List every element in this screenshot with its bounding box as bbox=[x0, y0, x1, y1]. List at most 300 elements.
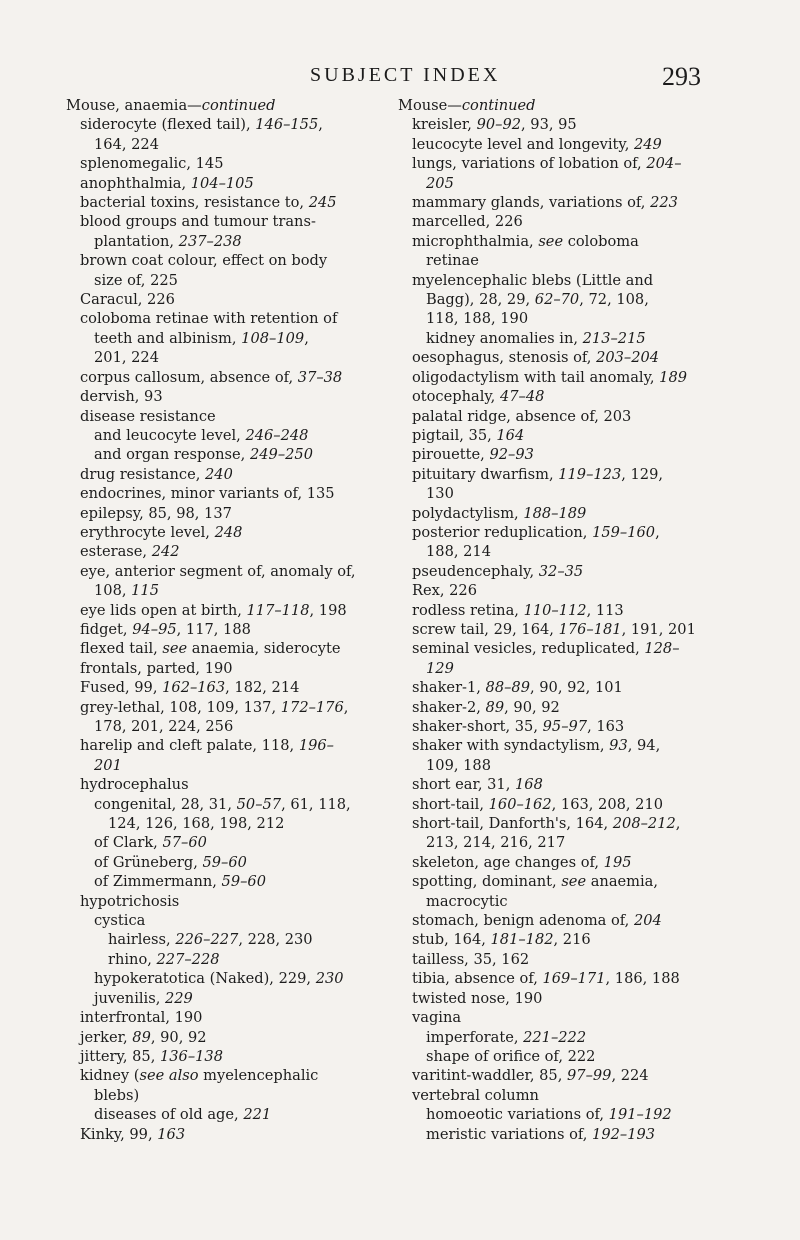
entry-text: screw tail, 29, 164, bbox=[412, 620, 559, 638]
entry-text: , 191, 201 bbox=[621, 620, 696, 638]
entry-text: hypokeratotica (Naked), 229, bbox=[94, 970, 316, 988]
entry-text: brown coat colour, effect on body bbox=[80, 252, 328, 270]
index-entry-line bbox=[66, 290, 386, 309]
italic-text: 221 bbox=[243, 1106, 272, 1124]
italic-text: 201 bbox=[94, 756, 122, 774]
entry-text: 164, 224 bbox=[94, 135, 159, 153]
italic-text: 205 bbox=[426, 174, 454, 192]
entry-text: esterase, bbox=[80, 543, 152, 561]
index-entry-line bbox=[66, 465, 386, 484]
entry-text: tibia, absence of, bbox=[412, 970, 543, 988]
entry-text: pseudencephaly, bbox=[412, 562, 539, 580]
entry-text: kidney ( bbox=[80, 1067, 140, 1085]
entry-text: drug resistance, bbox=[80, 465, 206, 483]
entry-text: skeleton, age changes of, bbox=[412, 853, 604, 871]
italic-text: 195 bbox=[603, 853, 632, 871]
entry-text: polydactylism, bbox=[412, 504, 524, 522]
entry-text: retinae bbox=[426, 252, 479, 270]
index-entry-line bbox=[398, 329, 723, 348]
entry-text: shaker-short, 35, bbox=[412, 718, 543, 735]
italic-text: 89 bbox=[132, 1028, 151, 1046]
index-entry-line bbox=[398, 698, 723, 717]
entry-text: , bbox=[343, 698, 349, 716]
entry-text: rodless retina, bbox=[412, 601, 524, 619]
italic-text: 237–238 bbox=[178, 232, 242, 250]
entry-text: cystica bbox=[94, 912, 146, 930]
index-entry-line bbox=[66, 756, 386, 775]
italic-text: 90–92 bbox=[476, 116, 522, 134]
italic-text: 108–109 bbox=[241, 329, 305, 347]
index-entry-line bbox=[398, 1008, 723, 1027]
entry-text: coloboma retinae with retention of bbox=[80, 310, 338, 328]
italic-text: 213–215 bbox=[582, 329, 646, 347]
index-entry-line bbox=[398, 309, 723, 328]
italic-text: 188–189 bbox=[523, 504, 587, 522]
running-title: SUBJECT INDEX bbox=[310, 64, 501, 86]
entry-text: anaemia, siderocyte bbox=[187, 640, 341, 658]
index-entry-line bbox=[398, 717, 723, 736]
entry-text: 108, bbox=[94, 582, 132, 600]
entry-text: microphthalmia, bbox=[412, 232, 539, 250]
entry-text: eye, anterior segment of, anomaly of, bbox=[80, 562, 356, 580]
entry-text: myelencephalic bbox=[198, 1067, 319, 1085]
index-entry-line bbox=[398, 911, 723, 930]
entry-text: , 90, 92, 101 bbox=[529, 679, 623, 697]
italic-text: 92–93 bbox=[489, 446, 534, 464]
index-entry-line bbox=[398, 969, 723, 988]
entry-text: shape of orifice of, 222 bbox=[426, 1047, 596, 1065]
italic-text: 172–176 bbox=[280, 698, 344, 716]
entry-text: stub, 164, bbox=[412, 931, 491, 949]
entry-text: shaker with syndactylism, bbox=[412, 737, 610, 755]
italic-text: 160–162 bbox=[488, 795, 552, 813]
index-entry-line bbox=[398, 620, 723, 639]
italic-text: 246–248 bbox=[245, 426, 309, 444]
entry-text: myelencephalic blebs (Little and bbox=[412, 271, 654, 289]
entry-text: of Clark, bbox=[94, 834, 163, 852]
entry-text: , bbox=[318, 116, 323, 134]
entry-text: endocrines, minor variants of, 135 bbox=[80, 485, 335, 503]
italic-text: 226–227 bbox=[175, 931, 239, 949]
index-entry-line bbox=[398, 989, 723, 1008]
italic-text: 208–212 bbox=[612, 815, 676, 833]
index-entry-line bbox=[66, 542, 386, 561]
italic-text: 227–228 bbox=[156, 950, 220, 968]
index-entry-line bbox=[66, 1028, 386, 1047]
entry-text: anophthalmia, bbox=[80, 174, 191, 192]
index-entry-line bbox=[66, 251, 386, 270]
entry-text: , 186, 188 bbox=[605, 970, 680, 988]
entry-text: juvenilis, bbox=[94, 989, 165, 1007]
entry-text: , bbox=[675, 815, 681, 833]
italic-text: 249–250 bbox=[249, 446, 313, 464]
italic-text: 57–60 bbox=[162, 834, 207, 852]
entry-text: , 90, 92 bbox=[150, 1028, 207, 1046]
entry-text: posterior reduplication, bbox=[412, 523, 593, 541]
entry-text: pigtail, 35, bbox=[412, 426, 497, 444]
index-entry-line bbox=[66, 484, 386, 503]
index-column-right bbox=[398, 96, 723, 1144]
entry-text: epilepsy, 85, 98, 137 bbox=[80, 504, 232, 522]
entry-text: Rex, 226 bbox=[412, 582, 477, 600]
italic-text: 169–171 bbox=[542, 970, 606, 988]
entry-text: harelip and cleft palate, 118, bbox=[80, 737, 299, 755]
entry-text: kreisler, bbox=[412, 116, 477, 134]
entry-text: macrocytic bbox=[426, 892, 508, 910]
index-entry-line bbox=[398, 795, 723, 814]
italic-text: 47–48 bbox=[499, 388, 545, 406]
entry-text: coloboma bbox=[563, 232, 639, 250]
index-entry-line bbox=[398, 1066, 723, 1085]
entry-text: 124, 126, 168, 198, 212 bbox=[108, 815, 285, 833]
index-entry-line bbox=[66, 368, 386, 387]
index-entry-line bbox=[66, 601, 386, 620]
entry-text: , 94, bbox=[627, 737, 661, 755]
entry-text: pituitary dwarfism, bbox=[412, 465, 559, 483]
page-number: 293 bbox=[662, 62, 701, 91]
index-heading bbox=[398, 96, 723, 115]
entry-text: twisted nose, 190 bbox=[412, 989, 543, 1007]
entry-text: Caracul, 226 bbox=[80, 291, 175, 309]
entry-text: bacterial toxins, resistance to, bbox=[80, 194, 309, 212]
index-entry-line bbox=[66, 950, 386, 969]
index-entry-line bbox=[66, 135, 386, 154]
index-entry-line bbox=[398, 1047, 723, 1066]
entry-text: , 216 bbox=[553, 931, 591, 949]
entry-text: hydrocephalus bbox=[80, 776, 189, 794]
index-entry-line bbox=[66, 620, 386, 639]
index-column-left bbox=[66, 96, 386, 1144]
entry-text: short-tail, Danforth's, 164, bbox=[412, 815, 613, 833]
index-entry-line bbox=[398, 290, 723, 309]
index-entry-line bbox=[66, 271, 386, 290]
index-entry-line bbox=[66, 678, 386, 697]
index-entry-line bbox=[66, 717, 386, 736]
entry-text: fidget, bbox=[80, 620, 133, 638]
index-entry-line bbox=[398, 445, 723, 464]
italic-text: 204– bbox=[646, 155, 682, 173]
entry-text: disease resistance bbox=[80, 407, 216, 425]
entry-text: diseases of old age, bbox=[94, 1106, 244, 1124]
index-entry-line bbox=[398, 659, 723, 678]
italic-text: 240 bbox=[205, 465, 233, 483]
italic-text: 189 bbox=[659, 368, 688, 386]
entry-text: kidney anomalies in, bbox=[426, 329, 583, 347]
entry-text: palatal ridge, absence of, 203 bbox=[412, 407, 632, 425]
entry-text: , 93, 95 bbox=[521, 116, 577, 134]
italic-text: 230 bbox=[315, 970, 344, 988]
entry-text: Mouse, anaemia— bbox=[66, 97, 202, 114]
entry-text: rhino, bbox=[108, 950, 157, 968]
entry-text: corpus callosum, absence of, bbox=[80, 368, 298, 386]
italic-text: 37–38 bbox=[297, 368, 343, 386]
italic-text: 104–105 bbox=[190, 174, 254, 192]
index-entry-line bbox=[66, 969, 386, 988]
index-entry-line bbox=[398, 465, 723, 484]
italic-text: 192–193 bbox=[592, 1125, 656, 1143]
index-entry-line bbox=[398, 872, 723, 891]
italic-text: 245 bbox=[308, 194, 337, 212]
entry-text: blood groups and tumour trans- bbox=[80, 213, 316, 231]
index-entry-line bbox=[398, 930, 723, 949]
index-entry-line bbox=[66, 989, 386, 1008]
italic-text: continued bbox=[461, 97, 536, 114]
index-entry-line bbox=[398, 426, 723, 445]
index-entry-line bbox=[398, 115, 723, 134]
entry-text: plantation, bbox=[94, 232, 179, 250]
italic-text: 159–160 bbox=[592, 523, 656, 541]
entry-text: stomach, benign adenoma of, bbox=[412, 912, 634, 930]
index-entry-line bbox=[66, 212, 386, 231]
entry-text: , 224 bbox=[611, 1067, 649, 1085]
index-entry-line bbox=[398, 135, 723, 154]
italic-text: 95–97 bbox=[542, 718, 588, 735]
entry-text: short ear, 31, bbox=[412, 776, 515, 794]
entry-text: marcelled, 226 bbox=[412, 213, 523, 231]
italic-text: 59–60 bbox=[202, 853, 247, 871]
entry-text: flexed tail, bbox=[80, 640, 163, 658]
italic-text: 203–204 bbox=[596, 349, 660, 367]
italic-text: see also bbox=[139, 1067, 199, 1085]
index-entry-line bbox=[398, 251, 723, 270]
italic-text: 248 bbox=[214, 523, 243, 541]
italic-text: 88–89 bbox=[485, 679, 530, 697]
entry-text: vertebral column bbox=[412, 1086, 539, 1104]
index-entry-line bbox=[66, 232, 386, 251]
entry-text: shaker-2, bbox=[412, 698, 486, 716]
entry-text: pirouette, bbox=[412, 446, 490, 464]
index-entry-line bbox=[398, 892, 723, 911]
index-entry-line bbox=[398, 562, 723, 581]
entry-text: blebs) bbox=[94, 1086, 140, 1104]
italic-text: 221–222 bbox=[523, 1028, 587, 1046]
index-entry-line bbox=[66, 426, 386, 445]
entry-text: jerker, bbox=[80, 1028, 133, 1046]
entry-text: imperforate, bbox=[426, 1028, 524, 1046]
index-entry-line bbox=[398, 814, 723, 833]
index-entry-line bbox=[398, 833, 723, 852]
entry-text: shaker-1, bbox=[412, 679, 486, 697]
index-heading bbox=[66, 96, 386, 115]
index-entry-line bbox=[66, 872, 386, 891]
index-entry-line bbox=[398, 387, 723, 406]
index-entry-line bbox=[66, 1066, 386, 1085]
index-entry-line bbox=[398, 154, 723, 173]
index-entry-line bbox=[66, 814, 386, 833]
entry-text: splenomegalic, 145 bbox=[80, 155, 224, 173]
index-entry-line bbox=[398, 174, 723, 193]
entry-text: erythrocyte level, bbox=[80, 523, 215, 541]
index-entry-line bbox=[398, 271, 723, 290]
index-entry-line bbox=[66, 115, 386, 134]
entry-text: , 117, 188 bbox=[176, 620, 251, 638]
index-entry-line bbox=[66, 775, 386, 794]
index-entry-line bbox=[398, 407, 723, 426]
index-entry-line bbox=[398, 212, 723, 231]
entry-text: frontals, parted, 190 bbox=[80, 659, 233, 677]
italic-text: 62–70 bbox=[534, 291, 580, 309]
index-entry-line bbox=[398, 504, 723, 523]
entry-text: grey-lethal, 108, 109, 137, bbox=[80, 698, 281, 716]
italic-text: 191–192 bbox=[608, 1106, 672, 1124]
entry-text: 213, 214, 216, 217 bbox=[426, 834, 566, 852]
index-entry-line bbox=[66, 581, 386, 600]
italic-text: 129 bbox=[426, 659, 454, 677]
index-entry-line bbox=[398, 1028, 723, 1047]
entry-text: spotting, dominant, bbox=[412, 873, 562, 891]
entry-text: dervish, 93 bbox=[80, 388, 163, 406]
entry-text: oesophagus, stenosis of, bbox=[412, 349, 597, 367]
entry-text: 130 bbox=[426, 485, 454, 503]
index-entry-line bbox=[66, 659, 386, 678]
entry-text: 178, 201, 224, 256 bbox=[94, 718, 234, 735]
entry-text: and organ response, bbox=[94, 446, 250, 464]
index-entry-line bbox=[66, 1125, 386, 1144]
entry-text: varitint-waddler, 85, bbox=[412, 1067, 567, 1085]
entry-text: oligodactylism with tail anomaly, bbox=[412, 368, 660, 386]
entry-text: , 72, 108, bbox=[579, 291, 649, 309]
index-entry-line bbox=[66, 1086, 386, 1105]
entry-text: seminal vesicles, reduplicated, bbox=[412, 640, 645, 658]
italic-text: continued bbox=[201, 97, 276, 114]
entry-text: of Grüneberg, bbox=[94, 853, 203, 871]
italic-text: 163 bbox=[157, 1125, 186, 1143]
index-entry-line bbox=[398, 484, 723, 503]
index-entry-line bbox=[66, 407, 386, 426]
entry-text: , 113 bbox=[586, 601, 624, 619]
index-entry-line bbox=[66, 639, 386, 658]
entry-text: anaemia, bbox=[586, 873, 658, 891]
italic-text: 110–112 bbox=[523, 601, 587, 619]
italic-text: 164 bbox=[496, 426, 525, 444]
entry-text: , 198 bbox=[309, 601, 347, 619]
italic-text: 229 bbox=[164, 989, 193, 1007]
index-entry-line bbox=[66, 1008, 386, 1027]
index-entry-line bbox=[398, 853, 723, 872]
entry-text: Bagg), 28, 29, bbox=[426, 291, 535, 309]
entry-text: , bbox=[304, 329, 309, 347]
italic-text: 117–118 bbox=[246, 601, 310, 619]
entry-text: size of, 225 bbox=[94, 271, 178, 289]
index-entry-line bbox=[398, 1105, 723, 1124]
index-entry-line bbox=[66, 1047, 386, 1066]
italic-text: 97–99 bbox=[567, 1067, 612, 1085]
index-entry-line bbox=[66, 174, 386, 193]
entry-text: leucocyte level and longevity, bbox=[412, 135, 634, 153]
index-entry-line bbox=[66, 523, 386, 542]
italic-text: 59–60 bbox=[221, 873, 266, 891]
italic-text: 223 bbox=[650, 194, 678, 212]
entry-text: 188, 214 bbox=[426, 543, 491, 561]
index-entry-line bbox=[66, 154, 386, 173]
entry-text: lungs, variations of lobation of, bbox=[412, 155, 647, 173]
index-entry-line bbox=[398, 1125, 723, 1144]
index-entry-line bbox=[66, 562, 386, 581]
entry-text: teeth and albinism, bbox=[94, 329, 242, 347]
entry-text: , 129, bbox=[621, 465, 664, 483]
entry-text: , 182, 214 bbox=[225, 679, 300, 697]
entry-text: eye lids open at birth, bbox=[80, 601, 247, 619]
index-entry-line bbox=[398, 523, 723, 542]
index-entry-line bbox=[66, 853, 386, 872]
entry-text: , 228, 230 bbox=[238, 931, 313, 949]
index-entry-line bbox=[398, 348, 723, 367]
index-entry-line bbox=[66, 892, 386, 911]
italic-text: 168 bbox=[515, 776, 543, 794]
index-entry-line bbox=[66, 795, 386, 814]
entry-text: jittery, 85, bbox=[80, 1047, 160, 1065]
index-entry-line bbox=[398, 950, 723, 969]
entry-text: interfrontal, 190 bbox=[80, 1009, 203, 1027]
index-entry-line bbox=[398, 639, 723, 658]
index-entry-line bbox=[398, 193, 723, 212]
index-entry-line bbox=[66, 504, 386, 523]
italic-text: 196– bbox=[298, 737, 334, 755]
entry-text: tailless, 35, 162 bbox=[412, 950, 530, 968]
index-entry-line bbox=[66, 833, 386, 852]
italic-text: 242 bbox=[151, 543, 180, 561]
index-entry-line bbox=[66, 445, 386, 464]
italic-text: see bbox=[538, 232, 564, 250]
italic-text: 204 bbox=[633, 912, 662, 930]
italic-text: 32–35 bbox=[538, 562, 584, 580]
entry-text: , bbox=[655, 523, 660, 541]
italic-text: see bbox=[162, 640, 188, 658]
entry-text: and leucocyte level, bbox=[94, 426, 246, 444]
index-entry-line bbox=[398, 756, 723, 775]
index-entry-line bbox=[398, 775, 723, 794]
entry-text: , 90, 92 bbox=[504, 698, 560, 716]
italic-text: 115 bbox=[131, 582, 159, 600]
index-entry-line bbox=[398, 678, 723, 697]
entry-text: Fused, 99, bbox=[80, 679, 163, 697]
index-entry-line bbox=[66, 930, 386, 949]
entry-text: , 61, 118, bbox=[281, 795, 351, 813]
italic-text: 162–163 bbox=[162, 679, 226, 697]
index-entry-line bbox=[66, 348, 386, 367]
entry-text: 118, 188, 190 bbox=[426, 310, 529, 328]
entry-text: hypotrichosis bbox=[80, 892, 180, 910]
italic-text: 176–181 bbox=[558, 620, 622, 638]
italic-text: 93 bbox=[609, 737, 628, 755]
index-entry-line bbox=[66, 309, 386, 328]
index-entry-line bbox=[66, 193, 386, 212]
italic-text: 136–138 bbox=[159, 1047, 223, 1065]
italic-text: 89 bbox=[485, 698, 505, 716]
entry-text: , 163, 208, 210 bbox=[551, 795, 664, 813]
entry-text: otocephaly, bbox=[412, 388, 500, 406]
italic-text: 146–155 bbox=[255, 116, 319, 134]
index-entry-line bbox=[398, 736, 723, 755]
index-entry-line bbox=[398, 542, 723, 561]
entry-text: siderocyte (flexed tail), bbox=[80, 116, 256, 134]
entry-text: short-tail, bbox=[412, 795, 489, 813]
italic-text: 119–123 bbox=[558, 465, 622, 483]
entry-text: , 163 bbox=[587, 718, 625, 735]
index-entry-line bbox=[398, 232, 723, 251]
index-entry-line bbox=[398, 601, 723, 620]
index-entry-line bbox=[66, 387, 386, 406]
italic-text: 94–95 bbox=[132, 620, 177, 638]
italic-text: 181–182 bbox=[490, 931, 554, 949]
entry-text: congenital, 28, 31, bbox=[94, 795, 237, 813]
index-entry-line bbox=[398, 1086, 723, 1105]
entry-text: 201, 224 bbox=[94, 349, 159, 367]
entry-text: meristic variations of, bbox=[426, 1125, 593, 1143]
index-entry-line bbox=[66, 911, 386, 930]
entry-text: mammary glands, variations of, bbox=[412, 194, 651, 212]
entry-text: of Zimmermann, bbox=[94, 873, 222, 891]
